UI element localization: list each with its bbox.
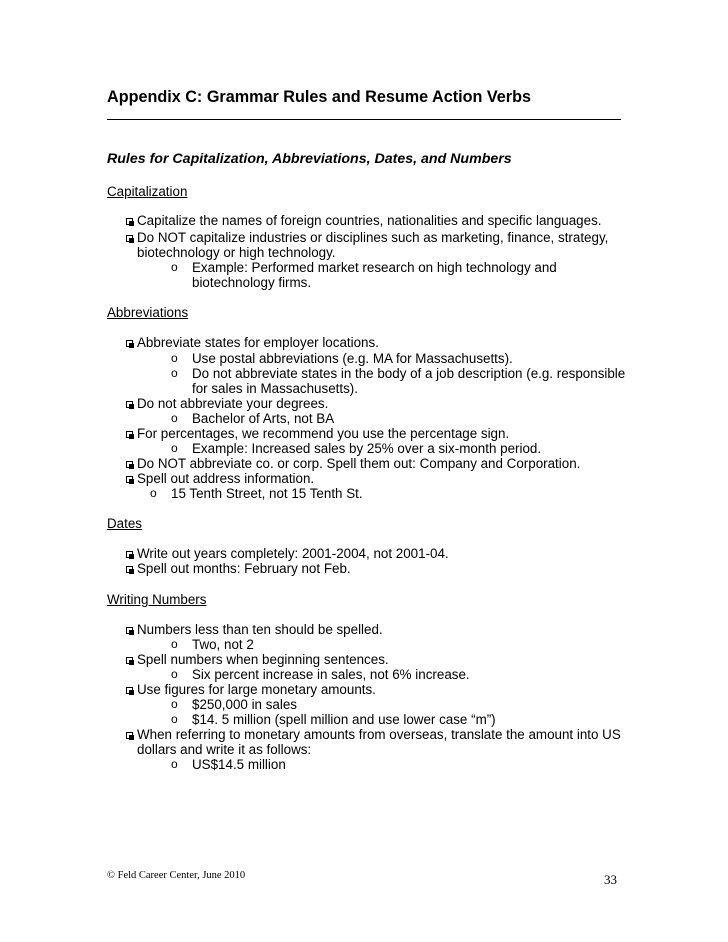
sub-list-item-continuation: biotechnology firms. (192, 275, 312, 290)
heading-writing-numbers: Writing Numbers (107, 592, 207, 607)
circle-bullet-icon: o (171, 351, 178, 365)
square-bullet-icon (126, 687, 133, 694)
list-item: When referring to monetary amounts from overseas, translate the amount into US (137, 727, 621, 742)
circle-bullet-icon: o (171, 712, 178, 726)
sub-list-item: $14. 5 million (spell million and use lower case “m”) (192, 712, 496, 727)
circle-bullet-icon: o (171, 757, 178, 771)
square-bullet-icon (126, 627, 133, 634)
circle-bullet-icon: o (171, 667, 178, 681)
list-item: Capitalize the names of foreign countries, nationalities and specific languages. (137, 213, 602, 228)
sub-list-item: Example: Performed market research on high technology and (192, 260, 557, 275)
square-bullet-icon (126, 566, 133, 573)
circle-bullet-icon: o (150, 486, 157, 500)
circle-bullet-icon: o (171, 260, 178, 274)
sub-list-item: Example: Increased sales by 25% over a six-month period. (192, 441, 542, 456)
sub-list-item: Two, not 2 (192, 637, 254, 652)
list-item: Write out years completely: 2001-2004, not 2001-04. (137, 546, 449, 561)
square-bullet-icon (126, 235, 133, 242)
sub-list-item: US$14.5 million (192, 757, 286, 772)
section-subtitle: Rules for Capitalization, Abbreviations, Dates, and Numbers (107, 151, 512, 167)
list-item: Spell out address information. (137, 471, 315, 486)
list-item: Abbreviate states for employer locations. (137, 335, 379, 350)
list-item: Do NOT abbreviate co. or corp. Spell them out: Company and Corporation. (137, 456, 581, 471)
square-bullet-icon (126, 476, 133, 483)
circle-bullet-icon: o (171, 366, 178, 380)
list-item: Use figures for large monetary amounts. (137, 682, 376, 697)
square-bullet-icon (126, 401, 133, 408)
sub-list-item: Use postal abbreviations (e.g. MA for Massachusetts). (192, 351, 513, 366)
sub-list-item: Six percent increase in sales, not 6% increase. (192, 667, 470, 682)
sub-list-item: 15 Tenth Street, not 15 Tenth St. (171, 486, 363, 501)
square-bullet-icon (126, 657, 133, 664)
square-bullet-icon (126, 551, 133, 558)
footer-copyright: © Feld Career Center, June 2010 (107, 870, 246, 881)
circle-bullet-icon: o (171, 441, 178, 455)
title-divider (107, 119, 621, 120)
list-item-continuation: dollars and write it as follows: (137, 742, 312, 757)
sub-list-item: Do not abbreviate states in the body of a job description (e.g. responsible (192, 366, 626, 381)
list-item-continuation: biotechnology or high technology. (137, 245, 336, 260)
heading-capitalization: Capitalization (107, 184, 188, 199)
square-bullet-icon (126, 218, 133, 225)
list-item: Spell numbers when beginning sentences. (137, 652, 389, 667)
list-item: Spell out months: February not Feb. (137, 561, 351, 576)
square-bullet-icon (126, 461, 133, 468)
list-item: Numbers less than ten should be spelled. (137, 622, 383, 637)
sub-list-item-continuation: for sales in Massachusetts). (192, 381, 358, 396)
heading-abbreviations: Abbreviations (107, 305, 189, 320)
square-bullet-icon (126, 431, 133, 438)
circle-bullet-icon: o (171, 697, 178, 711)
sub-list-item: Bachelor of Arts, not BA (192, 411, 335, 426)
list-item: For percentages, we recommend you use the percentage sign. (137, 426, 510, 441)
circle-bullet-icon: o (171, 637, 178, 651)
square-bullet-icon (126, 340, 133, 347)
page-title: Appendix C: Grammar Rules and Resume Action Verbs (107, 88, 531, 106)
square-bullet-icon (126, 732, 133, 739)
list-item: Do not abbreviate your degrees. (137, 396, 329, 411)
circle-bullet-icon: o (171, 411, 178, 425)
heading-dates: Dates (107, 516, 142, 531)
sub-list-item: $250,000 in sales (192, 697, 297, 712)
page-number: 33 (604, 872, 617, 887)
list-item: Do NOT capitalize industries or disciplines such as marketing, finance, strategy, (137, 230, 609, 245)
